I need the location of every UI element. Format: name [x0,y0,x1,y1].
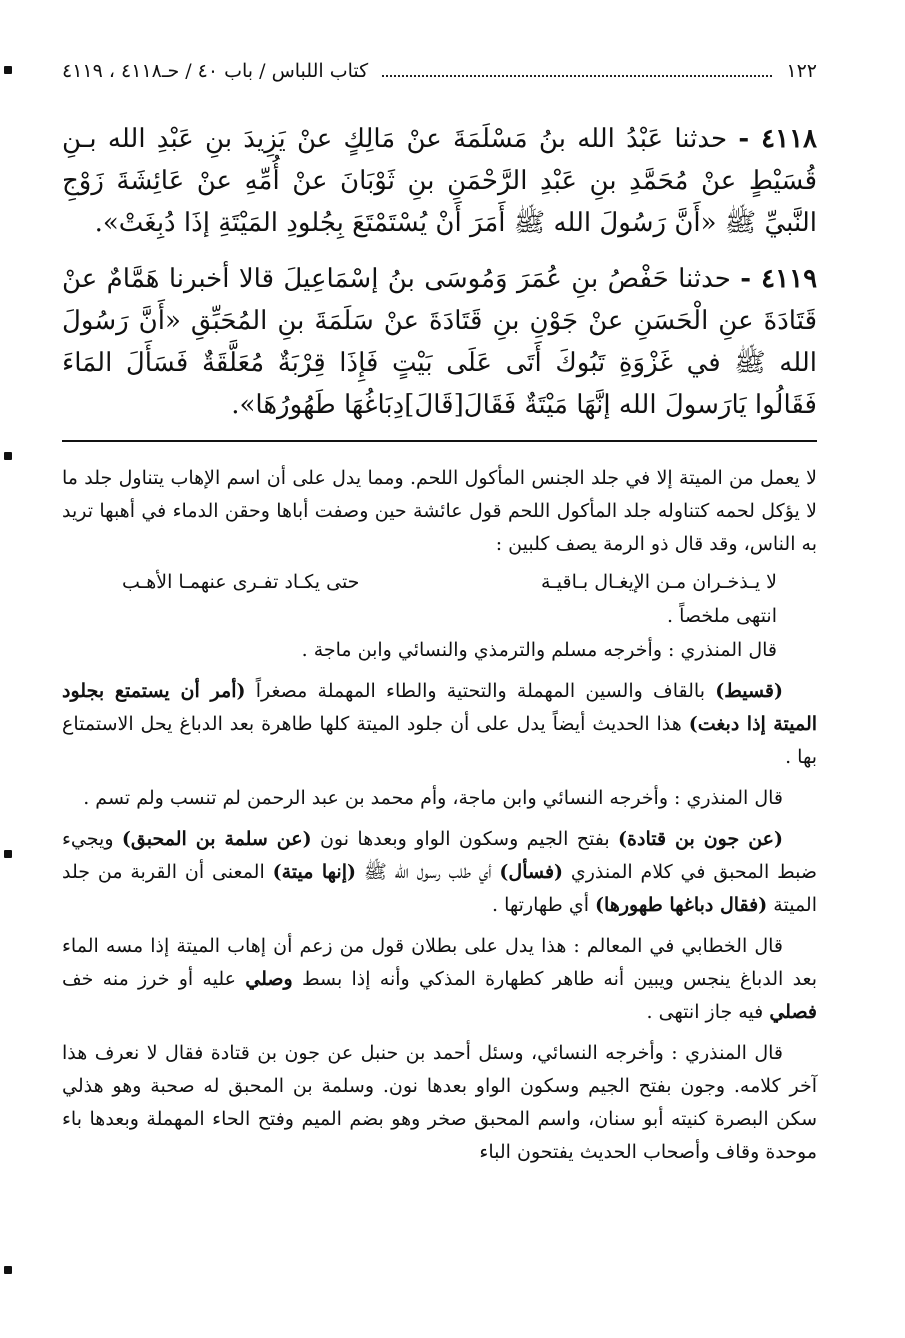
gloss: قال الخطابي في المعالم : هذا يدل على بطلان قول من زعم أن إهاب الميتة إذا مسه الماء بعد الدباغ ينجس ويبين أنه طاهر كطهارة المذكي وأنه إذا بسط [62,935,817,990]
gloss: هذا الحديث أيضاً يدل على أن جلود الميتة كلها طاهرة بعد الدباغ يحل الاستمتاع بها . [62,713,817,768]
margin-mark [4,452,12,460]
commentary-paragraph [62,823,817,922]
commentary-paragraph: قال المنذري : وأخرجه النسائي، وسئل أحمد بن حنبل عن جون بن قتادة فقال لا نعرف هذا آخر كلامه. وجون بفتح الجيم وسكون الواو بعدها نون. وسلمة بن المحبق له صحبة وهو هذلي سكن البصرة كنيته أبو سنان، واسم المحبق صخر وهو بضم الميم وفتح الحاء المهملة وبعدها باء موحدة وقاف وأصحاب الحديث يفتحون الباء [62,1042,817,1163]
document-page [62,60,817,1330]
gloss: فيه جاز انتهى . [646,1001,770,1023]
hadith-number: ٤١١٩ - [740,264,818,294]
poetry-verse [62,565,817,599]
lemma: (فسأل) [499,861,564,883]
gloss: أي طهارتها . [492,894,596,916]
hadith-number: ٤١١٨ - [738,124,817,154]
gloss: بالقاف والسين المهملة والتحتية والطاء المهملة مصغراً [245,680,716,702]
lemma: وصلي [245,968,293,990]
page-number: ١٢٢ [786,60,817,82]
gloss: ويجيء ضبط المحبق في كلام المنذري [62,828,817,883]
lemma: (عن جون بن قتادة) [618,828,783,850]
hadith-4118 [62,118,817,244]
commentary-paragraph [62,675,817,774]
running-head [62,60,817,92]
lemma: (أمر أن يستمتع بجلود الميتة إذا دبغت) [62,680,818,735]
running-title: كتاب اللباس / باب ٤٠ / حـ٤١١٨ ، ٤١١٩ [62,60,369,82]
lemma: (قسيط) [715,680,783,702]
margin-mark [4,1266,12,1274]
gloss: المعنى أن القربة من جلد الميتة [62,861,817,916]
commentary-paragraph: قال المنذري : وأخرجه النسائي وابن ماجة، وأم محمد بن عبد الرحمن لم تنسب ولم تسم . [83,787,783,809]
footnote-separator [62,440,817,442]
verse-second-hemistich: حتى يكـاد تفـرى عنهمـا الأهـب [122,571,360,593]
dotted-leader [382,61,772,77]
commentary [62,462,817,1169]
gloss: بفتح الجيم وسكون الواو وبعدها نون [311,828,619,850]
lemma: (عن سلمة بن المحبق) [121,828,312,850]
hadith-text: حدثنا عَبْدُ الله بنُ مَسْلَمَةَ عنْ مَالِكٍ عنْ يَزِيدَ بنِ عَبْدِ الله بـنِ قُسَيْطٍ عنْ مُحَمَّدِ بنِ عَبْدِ الرَّحْمَنِ بنِ ثَوْبَانَ عنْ أُمِّهِ عنْ عَائِشَةَ زَوْجِ النَّبيِّ ﷺ «أَنَّ رَسُولَ الله ﷺ أَمَرَ أَنْ يُسْتَمْتَعَ بِجُلودِ المَيْتَةِ إذَا دُبِغَتْ». [62,124,817,238]
lemma: فصلي [769,1001,817,1023]
commentary-paragraph: لا يعمل من الميتة إلا في جلد الجنس المأكول اللحم. ومما يدل على أن اسم الإهاب يتناول جلد ما لا يؤكل لحمه كتناوله جلد المأكول اللحم قول عائشة حين وصفت أباها وحقن الدماء في أهبها تريد به الناس، وقد قال ذو الرمة يصف كلبين : [62,467,817,555]
lemma: (إنها ميتة) [272,861,356,883]
gloss: أي طلب رسول الله ﷺ [355,861,500,883]
commentary-line: انتهى ملخصاً . [666,605,777,627]
gloss: عليه أو خرز منه خف [62,968,246,990]
hadith-text: حدثنا حَفْصُ بنِ عُمَرَ وَمُوسَى بنُ إسْمَاعِيلَ قالا أخبرنا هَمَّامٌ عنْ قَتَادَةَ عنِ الْحَسَنِ عنْ جَوْنِ بنِ قَتَادَةَ عنْ سَلَمَةَ بنِ المُحَبِّقِ «أَنَّ رَسُولَ الله ﷺ في غَزْوَةِ تَبُوكَ أَتَى عَلَى بَيْتٍ فَإِذَا قِرْبَةٌ مُعَلَّقَةٌ فَسَأَلَ المَاءَ فَقَالُوا يَارَسولَ الله إنَّهَا مَيْتَةٌ فَقَالَ[قَالَ]دِبَاغُهَا طَهُورُهَا». [62,264,817,420]
verse-first-hemistich: لا يـذخـران مـن الإيغـال بـاقيـة [541,571,777,593]
margin-mark [4,850,12,858]
margin-mark [4,66,12,74]
commentary-paragraph [62,930,817,1029]
lemma: (فقال دباغها طهورها) [595,894,768,916]
commentary-line: قال المنذري : وأخرجه مسلم والترمذي والنسائي وابن ماجة . [301,639,777,661]
hadith-4119 [62,258,817,426]
